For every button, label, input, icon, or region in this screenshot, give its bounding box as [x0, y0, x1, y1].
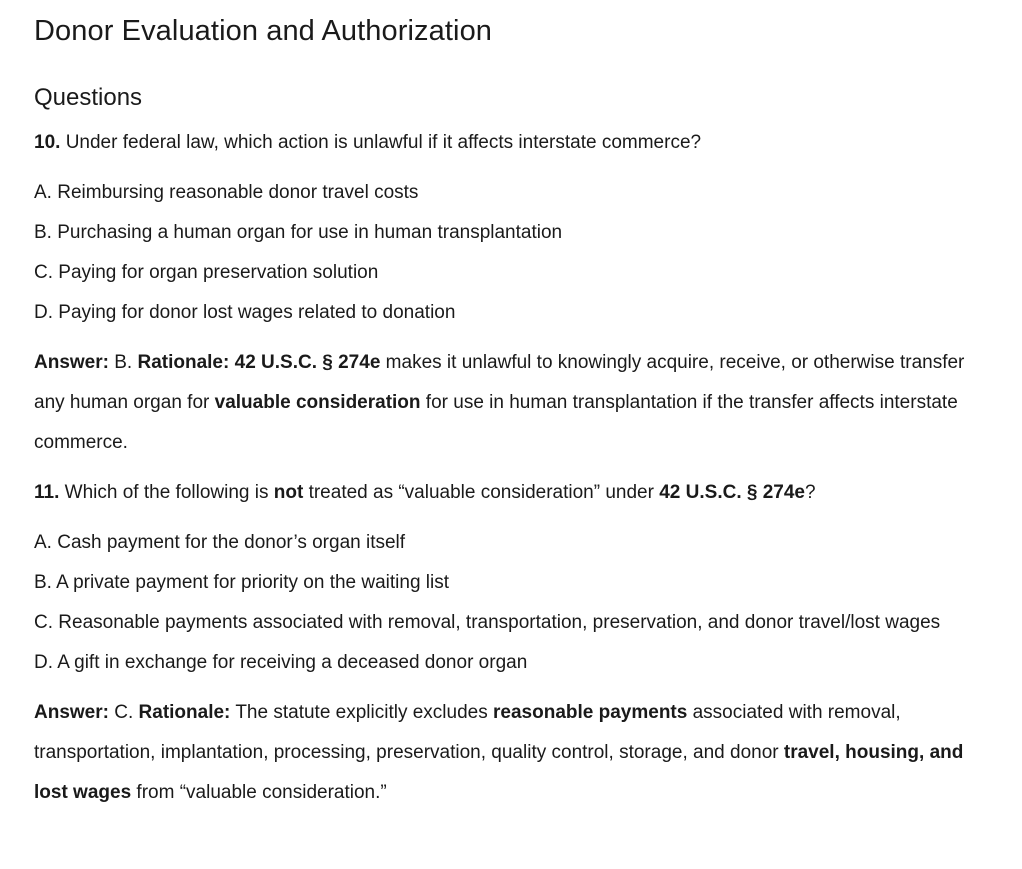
question-10-answer [34, 343, 988, 463]
page-title: Donor Evaluation and Authorization [34, 15, 493, 47]
question-10-stem [34, 123, 988, 163]
option-a: A. Reimbursing reasonable donor travel costs [34, 182, 419, 203]
answer-label: Answer: [34, 352, 109, 373]
question-text: Under federal law, which action is unlawful if it affects interstate commerce? [65, 132, 702, 153]
section-heading: Questions [34, 84, 143, 111]
question-11 [34, 473, 988, 813]
rationale-text: from “valuable consideration.” [131, 782, 387, 803]
rationale-text: The statute explicitly excludes [230, 702, 494, 723]
question-10-options [34, 173, 988, 333]
rationale-text: for use in human transplantation if the transfer affects interstate commerce. [34, 392, 958, 453]
option-d: D. Paying for donor lost wages related to donation [34, 302, 456, 323]
option-c: C. Paying for organ preservation solution [34, 262, 379, 283]
question-emphasis: not [273, 482, 304, 503]
question-emphasis: 42 U.S.C. § 274e [659, 482, 805, 503]
option-a: A. Cash payment for the donor’s organ itself [34, 532, 406, 553]
option-b: B. A private payment for priority on the waiting list [34, 572, 450, 593]
rationale-emphasis: reasonable payments [493, 702, 688, 723]
answer-label: Answer: [34, 702, 109, 723]
question-11-stem [34, 473, 988, 513]
question-number: 11. [34, 482, 60, 503]
question-11-options [34, 523, 988, 683]
question-number: 10. [34, 132, 61, 153]
rationale-emphasis: valuable consideration [214, 392, 421, 413]
question-10 [34, 123, 988, 463]
rationale-emphasis: 42 U.S.C. § 274e [234, 352, 381, 373]
rationale-label: Rationale: [138, 702, 231, 723]
question-text: treated as “valuable consideration” under [303, 482, 660, 503]
question-11-answer [34, 693, 988, 813]
question-text: ? [805, 482, 816, 503]
option-d: D. A gift in exchange for receiving a deceased donor organ [34, 652, 528, 673]
rationale-text: makes it unlawful to knowingly acquire, receive, or otherwise transfer any human organ for [34, 352, 965, 413]
option-b: B. Purchasing a human organ for use in human transplantation [34, 222, 563, 243]
rationale-emphasis: travel, housing, and lost wages [34, 742, 964, 803]
rationale-label: Rationale: [137, 352, 230, 373]
question-text: Which of the following is [59, 482, 274, 503]
option-c: C. Reasonable payments associated with removal, transportation, preservation, and donor travel/lost wages [34, 612, 941, 633]
answer-value: B. [108, 352, 138, 373]
rationale-text: associated with removal, transportation, implantation, processing, preservation, quality control, storage, and donor [34, 702, 901, 763]
answer-value: C. [108, 702, 139, 723]
